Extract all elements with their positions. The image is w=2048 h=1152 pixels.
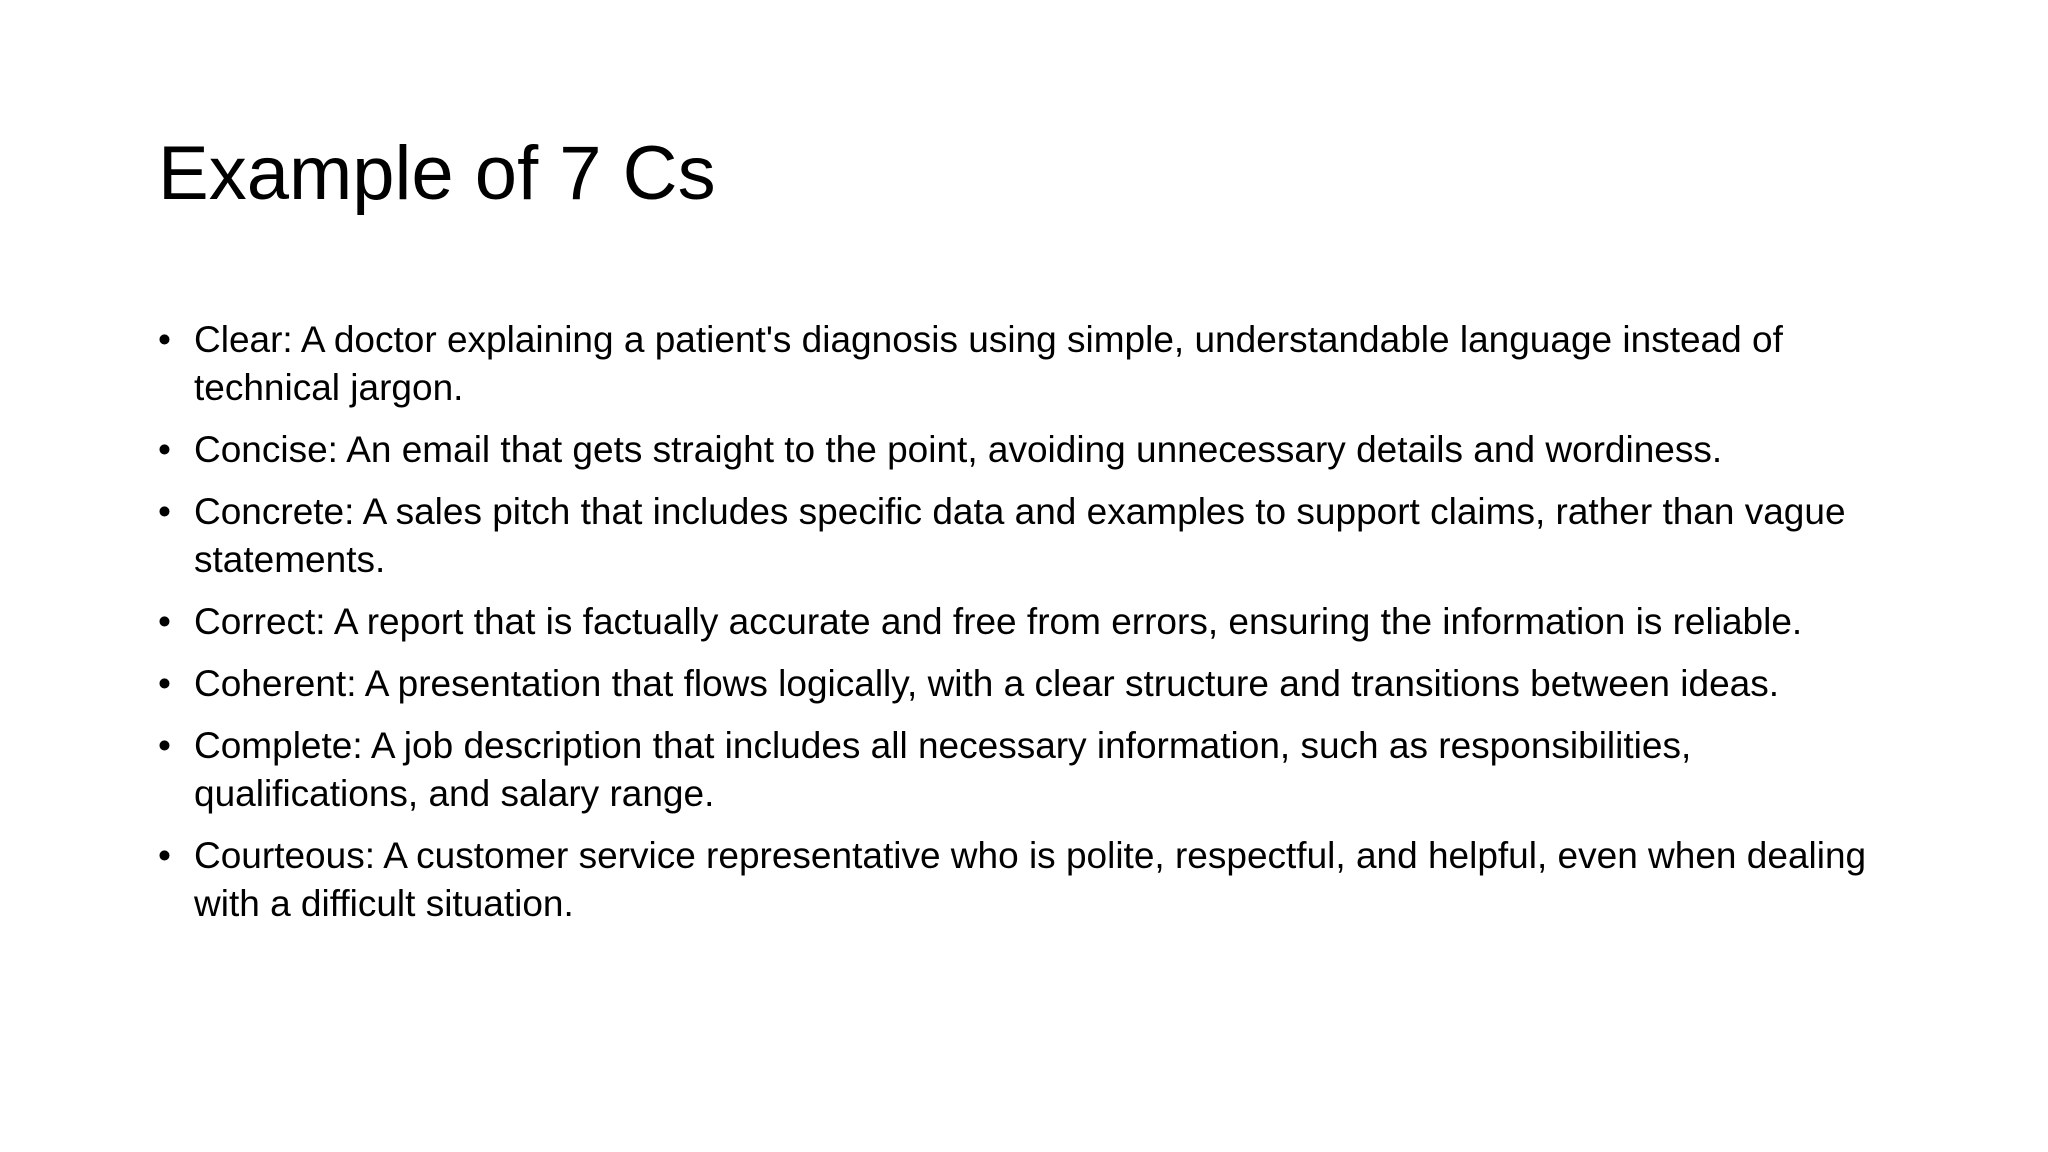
- bullet-text: Courteous: A customer service representative who is polite, respectful, and helpful, even when dealing with a difficult situation.: [194, 835, 1867, 924]
- bullet-text: Correct: A report that is factually accurate and free from errors, ensuring the information is reliable.: [194, 601, 1803, 642]
- bullet-icon: •: [158, 835, 171, 876]
- slide-title: Example of 7 Cs: [158, 131, 716, 216]
- bullet-text: Coherent: A presentation that flows logically, with a clear structure and transitions between ideas.: [194, 663, 1780, 704]
- bullet-item-courteous: [158, 832, 1918, 928]
- bullet-text: Concrete: A sales pitch that includes specific data and examples to support claims, rather than vague statements.: [194, 491, 1846, 580]
- bullet-item-complete: [158, 722, 1918, 818]
- bullet-icon: •: [158, 601, 171, 642]
- bullet-item-concrete: [158, 488, 1918, 584]
- bullet-text: Complete: A job description that includes all necessary information, such as responsibilities, qualifications, and salary range.: [194, 725, 1692, 814]
- bullet-list: [158, 316, 1918, 942]
- bullet-icon: •: [158, 491, 171, 532]
- bullet-icon: •: [158, 663, 171, 704]
- bullet-item-correct: [158, 598, 1918, 646]
- bullet-item-concise: [158, 426, 1918, 474]
- bullet-icon: •: [158, 725, 171, 766]
- bullet-text: Concise: An email that gets straight to the point, avoiding unnecessary details and wordiness.: [194, 429, 1723, 470]
- bullet-item-coherent: [158, 660, 1918, 708]
- bullet-icon: •: [158, 319, 171, 360]
- bullet-text: Clear: A doctor explaining a patient's diagnosis using simple, understandable language instead of technical jargon.: [194, 319, 1783, 408]
- bullet-item-clear: [158, 316, 1918, 412]
- bullet-icon: •: [158, 429, 171, 470]
